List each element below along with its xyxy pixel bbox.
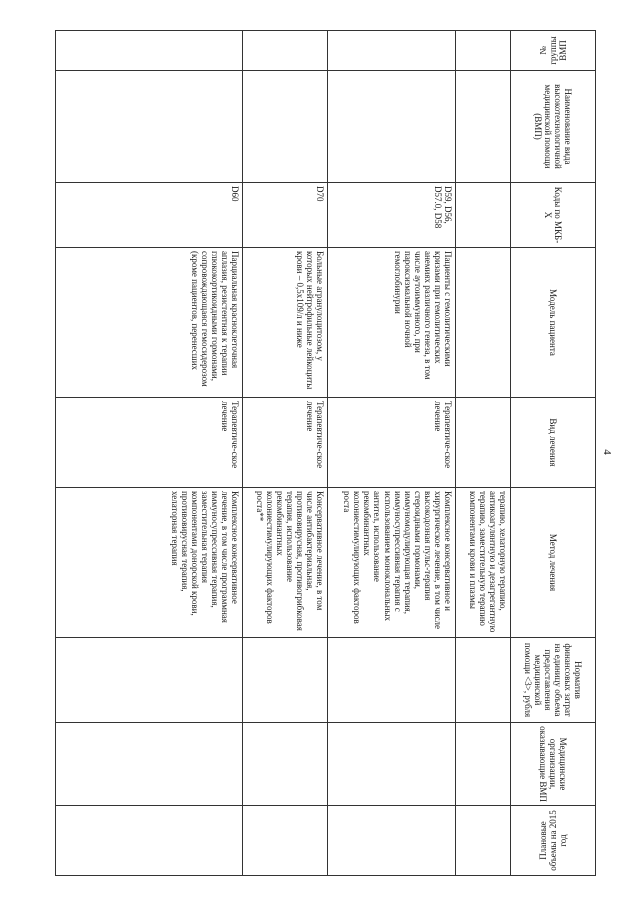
cell-volumes — [328, 806, 456, 876]
header-name: Наименование вида высокотехнологичной медицинской помощи (ВМП) — [511, 71, 596, 183]
header-row — [511, 31, 596, 876]
header-group: № группы ВМП — [511, 31, 596, 71]
cell-group — [328, 31, 456, 71]
cell-type: Терапевтиче-ское лечение — [56, 398, 243, 488]
cell-model: Пациенты с гемолитическими кризами при гемолитических анемиях различного генеза, в том числе аутоиммунного, при пароксизмальной ночной гемоглобинурии — [328, 248, 456, 398]
cell-method: Комплексное консервативное лечение, в том числе программная иммуносупрессивная терапия, заместительная терапия компонентами донорской крови, противовирусная терапия, хелаторная терапия — [56, 488, 243, 638]
cell-type: Терапевтиче-ское лечение — [328, 398, 456, 488]
cell-method: Комплексное консервативное и хирургическое лечение, в том числе высокодозная пульс-терапия стероидными гормонами, иммуномодулирующая терапия, иммуносупрессивная терапия с использованием моноклональных антител, использование рекомбинантных колониестимулирующих факторов роста — [328, 488, 456, 638]
cell-model: Парциальная красноклеточная аплазия, резистентная к терапии глюкокортикоидными гормонами, сопровождающаяся гемосидерозом (кроме пациентов, перенесших — [56, 248, 243, 398]
header-model: Модель пациента — [511, 248, 596, 398]
cell-orgs — [456, 723, 511, 806]
cell-name — [328, 71, 456, 183]
cell-model — [456, 248, 511, 398]
cell-norm — [243, 638, 328, 723]
cell-method: Консервативное лечение, в том числе антибактериальная, противовирусная, противогрибковая терапия, использование рекомбинантных колониестимулирующих факторов роста** — [243, 488, 328, 638]
cell-name — [56, 71, 243, 183]
header-method: Метод лечения — [511, 488, 596, 638]
cell-name — [456, 71, 511, 183]
cell-volumes — [243, 806, 328, 876]
cell-group — [243, 31, 328, 71]
table-row — [456, 31, 511, 876]
header-volumes: Плановые объемы на 2015 год — [511, 806, 596, 876]
cell-model: Больные агранулоцитозом, у которых нейтрофильные лейкоциты крови – 0,5х109/л и ниже — [243, 248, 328, 398]
cell-group — [456, 31, 511, 71]
cell-name — [243, 71, 328, 183]
cell-orgs — [56, 723, 243, 806]
cell-codes — [456, 183, 511, 248]
cell-codes: D59, D56, D57.0, D58 — [328, 183, 456, 248]
cell-type — [456, 398, 511, 488]
vmp-table — [55, 30, 596, 876]
header-norm: Норматив финансовых затрат на единицу объема предоставления медицинской помощи <3>, рубля — [511, 638, 596, 723]
header-codes: Коды по МКБ-X — [511, 183, 596, 248]
table-row — [328, 31, 456, 876]
cell-codes: D70 — [243, 183, 328, 248]
cell-norm — [456, 638, 511, 723]
cell-norm — [56, 638, 243, 723]
cell-volumes — [56, 806, 243, 876]
page-number: 4 — [601, 449, 613, 455]
table-row — [243, 31, 328, 876]
cell-codes: D60 — [56, 183, 243, 248]
cell-orgs — [243, 723, 328, 806]
cell-method: терапию, хелаторную терапию, антикоагулянтную и дезагрегантную терапию, заместительную терапию компонентами крови и плазмы — [456, 488, 511, 638]
header-orgs: Медицинские организации, оказывающие ВМП — [511, 723, 596, 806]
table-row — [56, 31, 243, 876]
cell-group — [56, 31, 243, 71]
rotated-table-sheet — [56, 30, 596, 875]
cell-orgs — [328, 723, 456, 806]
header-type: Вид лечения — [511, 398, 596, 488]
cell-volumes — [456, 806, 511, 876]
cell-norm — [328, 638, 456, 723]
cell-type: Терапевтиче-ское лечение — [243, 398, 328, 488]
